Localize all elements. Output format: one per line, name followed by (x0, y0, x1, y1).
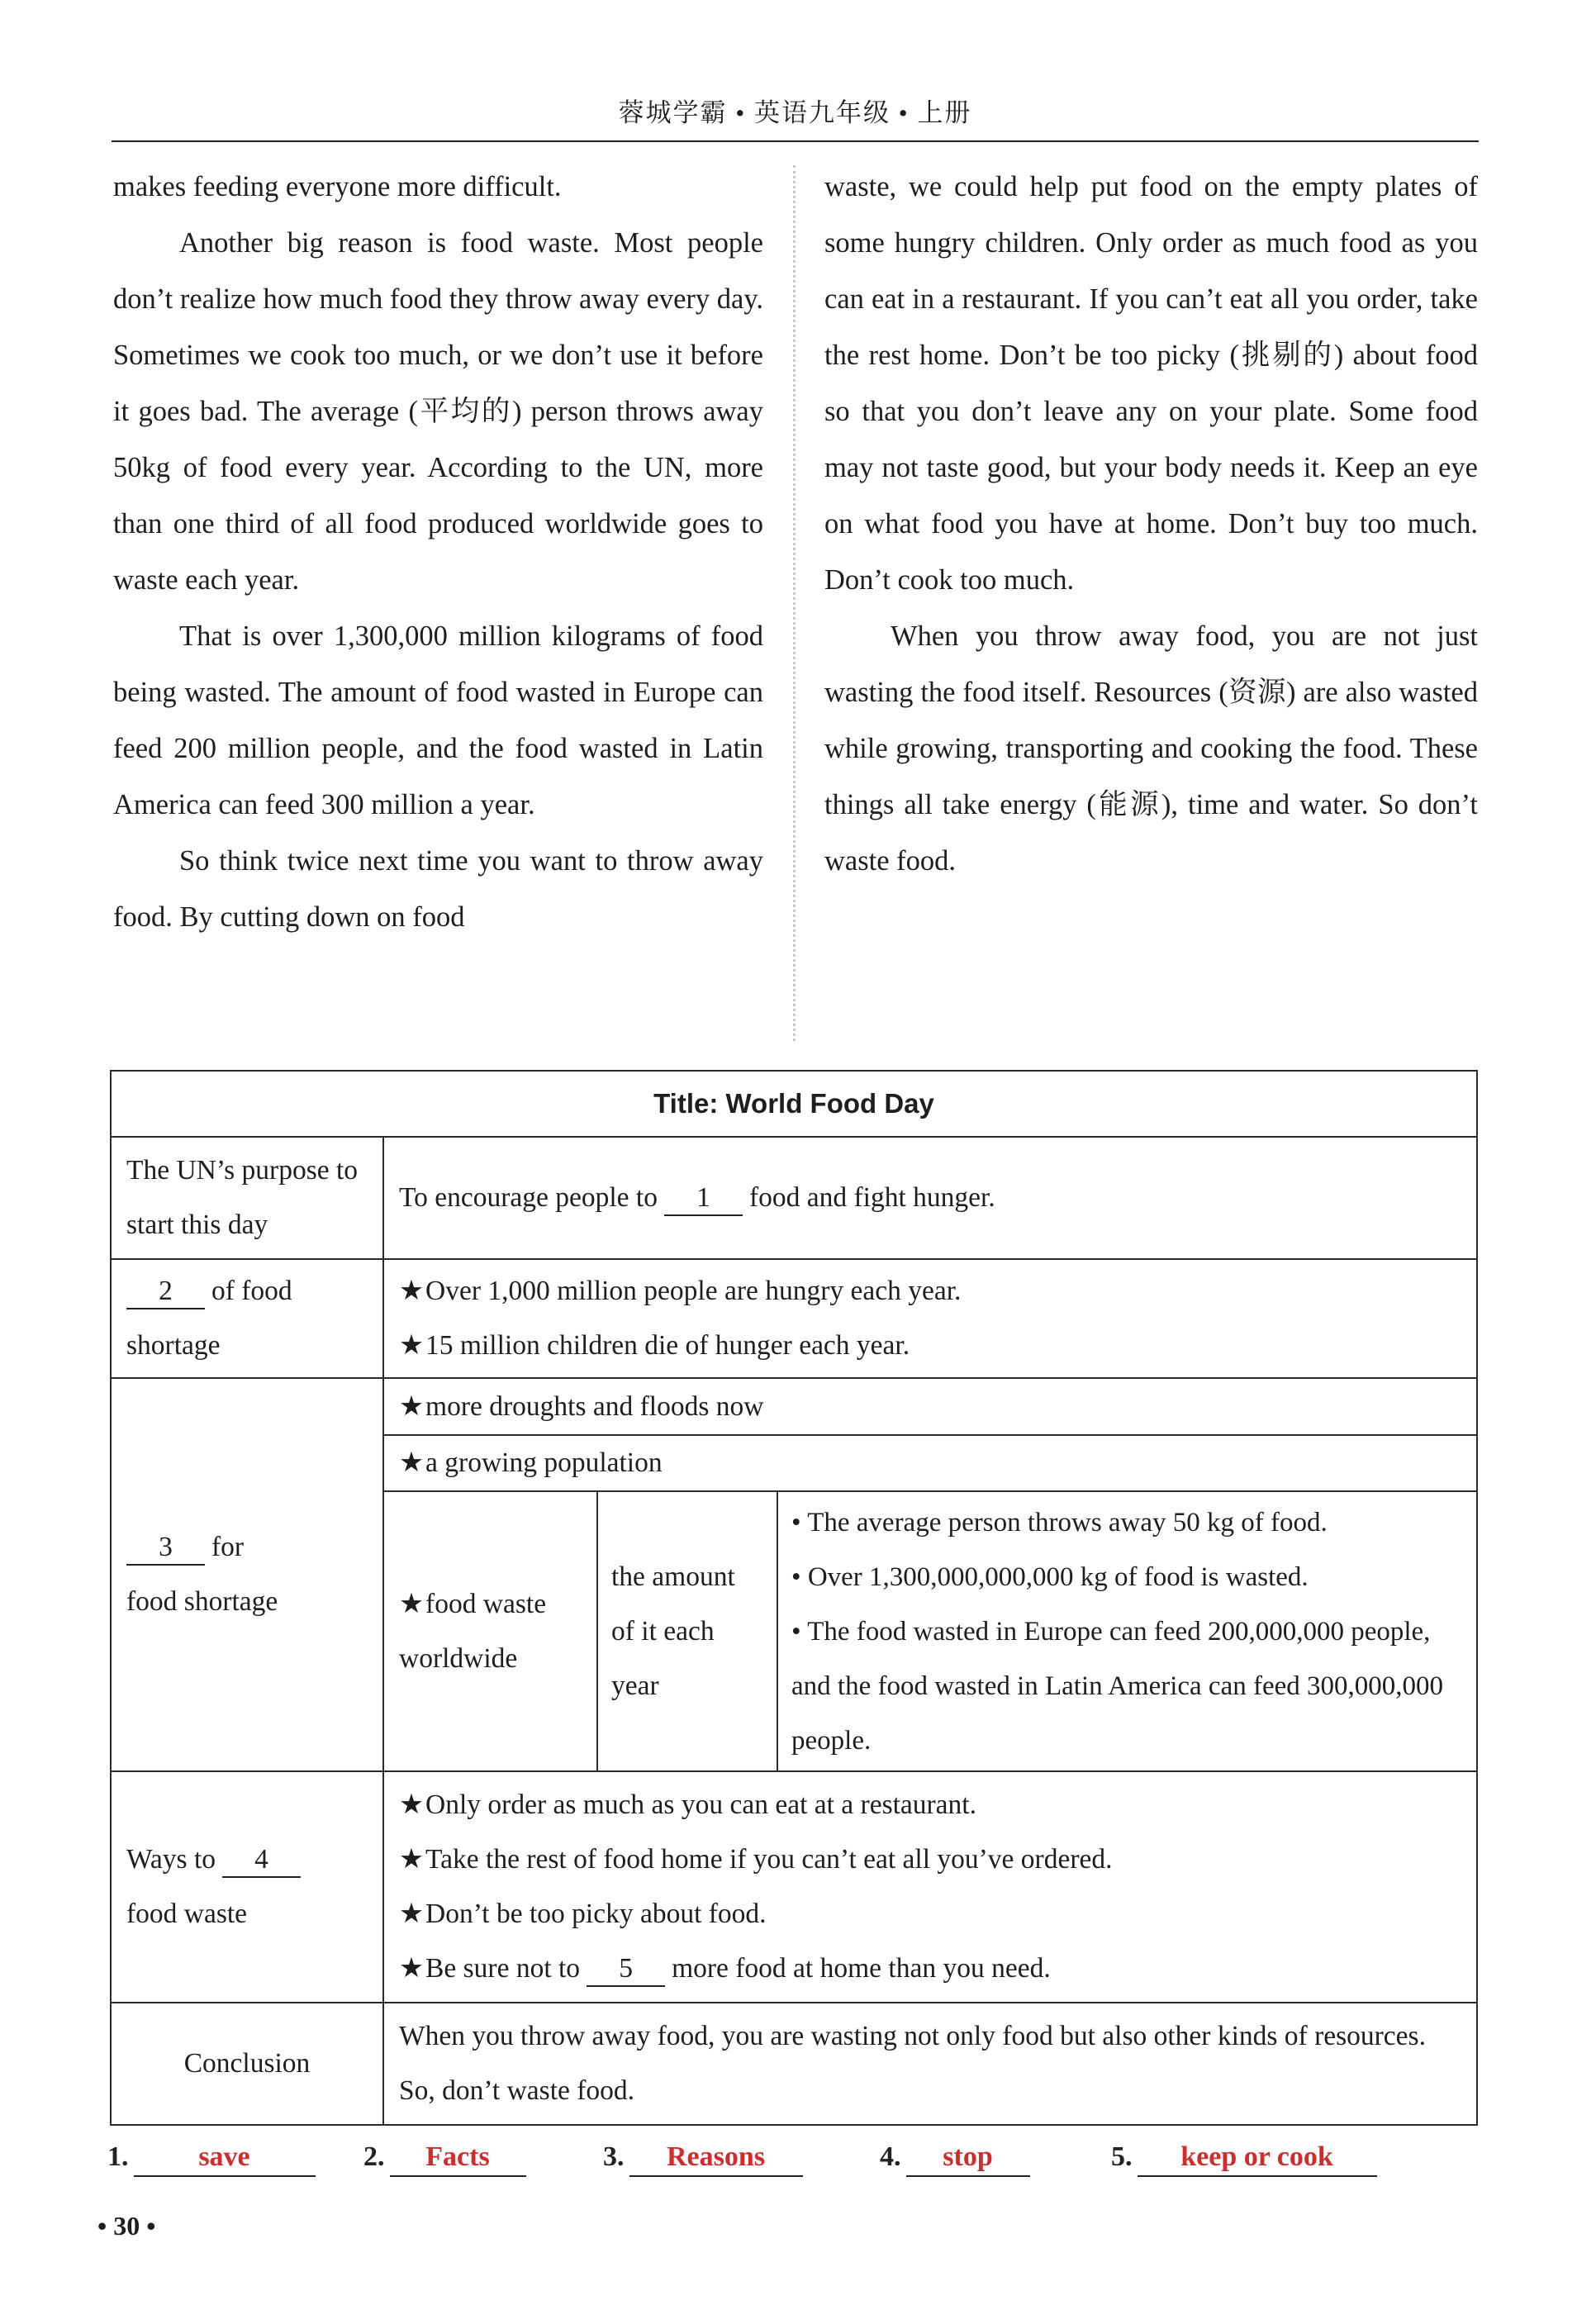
reasons-cell (383, 1378, 1477, 1771)
list-item: ★Over 1,000 million people are hungry each year. (399, 1276, 962, 1306)
blank-1[interactable]: 1 (664, 1182, 743, 1216)
star-icon: ★ (399, 1789, 425, 1820)
amount-label: the amount of it each year (597, 1491, 777, 1770)
answer-item: 1. save (107, 2140, 316, 2177)
answer-value: keep or cook (1138, 2140, 1377, 2177)
reasons-table (384, 1379, 1476, 1770)
world-food-day-table (110, 1070, 1478, 2126)
purpose-cell: To encourage people to 1 food and fight hunger. (383, 1137, 1477, 1259)
reasons-label: 3 for food shortage (111, 1378, 383, 1771)
blank-5[interactable]: 5 (587, 1953, 665, 1987)
list-item: ★Be sure not to 5 more food at home than you need. (399, 1941, 1461, 1996)
answer-key (107, 2140, 1495, 2198)
star-icon: ★ (399, 1447, 425, 1478)
list-item: • The average person throws away 50 kg of food. (791, 1507, 1328, 1537)
paragraph: When you throw away food, you are not just wasting the food itself. Resources (资源) are also wasted while growing, transporting and cooking the food. These things all take energy (能源), time and water. So don’t waste food. (824, 620, 1478, 877)
blank-4[interactable]: 4 (222, 1844, 301, 1878)
table-title-row (111, 1071, 1477, 1137)
header-series: 蓉城学霸 (618, 98, 728, 127)
header-subject: 英语九年级 (754, 98, 891, 127)
list-item: ★Don’t be too picky about food. (399, 1899, 767, 1929)
paragraph: makes feeding everyone more difficult. (113, 171, 562, 202)
facts-label: 2 of food shortage (111, 1259, 383, 1378)
list-item: ★Take the rest of food home if you can’t eat all you’ve ordered. (399, 1844, 1113, 1875)
star-icon: ★ (399, 1953, 425, 1984)
table-row (111, 1378, 1477, 1771)
answer-value: save (134, 2140, 316, 2177)
right-column (824, 159, 1478, 889)
star-icon: ★ (399, 1276, 425, 1306)
column-divider (793, 165, 796, 1041)
list-item: ★15 million children die of hunger each year. (399, 1330, 910, 1361)
purpose-label: The UN’s purpose to start this day (111, 1137, 383, 1259)
reason-row: ★a growing population (384, 1435, 1476, 1491)
answer-value: stop (906, 2140, 1030, 2177)
blank-2[interactable]: 2 (126, 1276, 205, 1309)
header-volume: 上册 (917, 98, 972, 127)
star-icon: ★ (399, 1588, 425, 1619)
paragraph: So think twice next time you want to throw away food. By cutting down on food (113, 845, 763, 933)
table-row (111, 1137, 1477, 1259)
conclusion-cell: When you throw away food, you are wasting not only food but also other kinds of resources. So, don’t waste food. (383, 2003, 1477, 2125)
table-row (111, 1259, 1477, 1378)
conclusion-label: Conclusion (111, 2003, 383, 2125)
paragraph: Another big reason is food waste. Most people don’t realize how much food they throw away every day. Sometimes we cook too much, or we don’t use it before it goes bad. The average (平均的) person throws away 50kg of food every year. According to the UN, more than one third of all food produced worldwide goes to waste each year. (113, 227, 763, 596)
answer-value: Reasons (629, 2140, 803, 2177)
list-item: ★Only order as much as you can eat at a restaurant. (399, 1789, 976, 1820)
table-row (111, 2003, 1477, 2125)
answer-item: 3. Reasons (603, 2140, 803, 2177)
page-number: • 30 • (97, 2211, 156, 2241)
header-separator: • (898, 98, 910, 127)
star-icon: ★ (399, 1899, 425, 1929)
answer-item: 2. Facts (363, 2140, 526, 2177)
page-header (112, 89, 1479, 142)
amount-facts (777, 1491, 1476, 1770)
paragraph: That is over 1,300,000 million kilograms of food being wasted. The amount of food wasted in Europe can feed 200 million people, and the food wasted in Latin America can feed 300 million a year. (113, 620, 763, 820)
ways-label: Ways to 4 food waste (111, 1771, 383, 2003)
table-row (111, 1771, 1477, 2003)
table-title: Title: World Food Day (111, 1071, 1477, 1137)
answer-value: Facts (390, 2140, 526, 2177)
answer-item: 4. stop (880, 2140, 1030, 2177)
list-item: • The food wasted in Europe can feed 200,000,000 people, and the food wasted in Latin America can feed 300,000,000 people. (791, 1616, 1444, 1756)
list-item: • Over 1,300,000,000,000 kg of food is wasted. (791, 1561, 1309, 1592)
blank-3[interactable]: 3 (126, 1532, 205, 1566)
answer-item: 5. keep or cook (1111, 2140, 1377, 2177)
ways-cell (383, 1771, 1477, 2003)
star-icon: ★ (399, 1390, 425, 1422)
header-separator: • (735, 98, 747, 127)
reason-food-waste: ★food waste worldwide (384, 1491, 597, 1770)
paragraph: waste, we could help put food on the empty plates of some hungry children. Only order as much food as you can eat in a restaurant. If you can’t eat all you order, take the rest home. Don’t be too picky (挑剔的) about food so that you don’t leave any on your plate. Some food may not taste good, but your body needs it. Keep an eye on what food you have at home. Don’t buy too much. Don’t cook too much. (824, 171, 1478, 596)
left-column (113, 159, 763, 945)
facts-cell (383, 1259, 1477, 1378)
star-icon: ★ (399, 1844, 425, 1875)
star-icon: ★ (399, 1330, 425, 1361)
reason-row: ★more droughts and floods now (399, 1390, 764, 1422)
